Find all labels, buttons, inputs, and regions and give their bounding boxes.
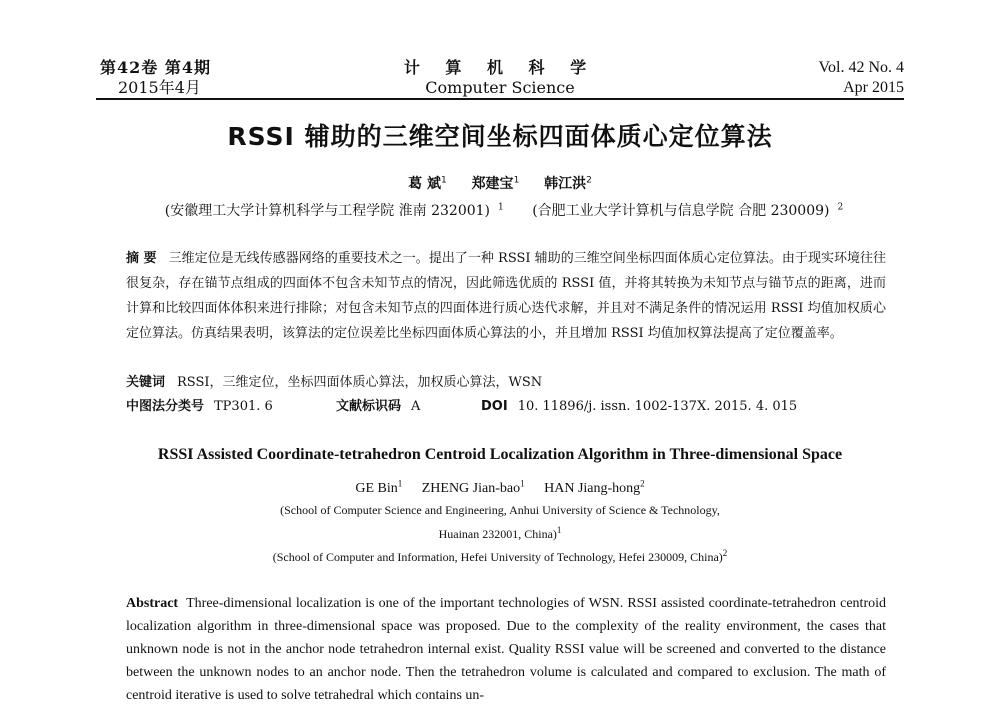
abstract-en xyxy=(126,592,886,707)
date-cn: 2015年4月 xyxy=(118,78,201,97)
author-en-1: GE Bin$^1$ xyxy=(355,478,403,496)
author-en-3: HAN Jiang-hong$^2$ xyxy=(544,478,645,496)
author-cn-2: 郑建宝$^1$ xyxy=(471,175,520,192)
affiliation-cn-2: (合肥工业大学计算机与信息学院 合肥 230009) $^2$ xyxy=(532,202,844,219)
authors-en xyxy=(0,478,1000,497)
journal-name-cn: 计 算 机 科 学 xyxy=(403,58,597,77)
paper-title-cn: RSSI 辅助的三维空间坐标四面体质心定位算法 xyxy=(227,122,773,151)
abstract-en-text: Three-dimensional localization is one of the important technologies of WSN. RSSI assisted coordinate-tetrahedron centroid localization algorithm in three-dimensional space was proposed. Due to the complexity of the reality environment, the cases that unknown node is not in the anchor node tetrahedron internal exist. Quality RSSI value will be screened and converted to the distance between the unknown nodes to an anchor node. Then the tetrahedron volume is calculated and compared to exclusion. The math of centroid iterative is used to solve tetrahedral which contains un- xyxy=(126,596,886,703)
clc-label: 中图法分类号 xyxy=(126,399,205,414)
affiliations-cn xyxy=(0,200,1000,220)
doi-label: DOI xyxy=(481,399,508,414)
abstract-cn xyxy=(126,246,886,346)
abstract-en-label: Abstract xyxy=(126,596,179,611)
author-cn-1: 葛 斌$^1$ xyxy=(408,175,447,192)
journal-name-en: Computer Science xyxy=(425,78,575,97)
volume-en: Vol. 42 No. 4 xyxy=(818,59,904,76)
doc-code-value: A xyxy=(411,399,421,414)
paper-title-en: RSSI Assisted Coordinate-tetrahedron Centroid Localization Algorithm in Three-dimensional Space xyxy=(157,446,843,463)
classification-line xyxy=(126,396,886,418)
doc-code-group xyxy=(336,396,420,418)
issue-cn: 第42卷 第4期 xyxy=(100,58,211,77)
affiliation-en-line-3: (School of Computer and Information, Hefei University of Technology, Hefei 230009, China)$^2$ xyxy=(272,548,728,564)
clc-group xyxy=(126,399,273,414)
keywords-cn-label: 关键词 xyxy=(126,375,166,390)
author-en-2: ZHENG Jian-bao$^1$ xyxy=(421,478,525,496)
doi-value: 10. 11896/j. issn. 1002-137X. 2015. 4. 015 xyxy=(517,399,798,414)
running-header-journal xyxy=(400,58,600,98)
header-rule xyxy=(96,98,904,100)
affiliation-cn-1: (安徽理工大学计算机科学与工程学院 淮南 232001) $^1$ xyxy=(164,202,504,219)
abstract-cn-label: 摘 要 xyxy=(126,251,157,266)
authors-cn xyxy=(0,173,1000,193)
affiliation-en-line-2: Huainan 232001, China)$^1$ xyxy=(438,525,562,541)
doi-group xyxy=(481,396,797,418)
clc-value: TP301. 6 xyxy=(214,399,273,414)
keywords-cn xyxy=(126,372,886,394)
keywords-cn-text: RSSI，三维定位，坐标四面体质心算法，加权质心算法，WSN xyxy=(177,375,543,390)
date-en: Apr 2015 xyxy=(843,79,904,96)
author-cn-3: 韩江洪$^2$ xyxy=(544,175,592,192)
doc-code-label: 文献标识码 xyxy=(336,399,402,414)
affiliation-en-line-1: (School of Computer Science and Engineering, Anhui University of Science & Technology, xyxy=(280,503,720,517)
running-header-issue xyxy=(100,58,211,98)
abstract-cn-text: 三维定位是无线传感器网络的重要技术之一。提出了一种 RSSI 辅助的三维空间坐标四面体质心定位算法。由于现实环境往往很复杂，存在锚节点组成的四面体不包含未知节点的情况，因此筛选优质的 RSSI 值，并将其转换为未知节点与锚节点的距离，进而计算和比较四面体体积来进行排除；对包含未知节点的四面体进行质心迭代求解，并且对不满足条件的情况运用 RSSI 均值加权质心定位算法。仿真结果表明，该算法的定位误差比坐标四面体质心算法的小，并且增加 RSSI 均值加权算法提高了定位覆盖率。 xyxy=(126,251,887,341)
running-header-volume xyxy=(819,58,905,98)
